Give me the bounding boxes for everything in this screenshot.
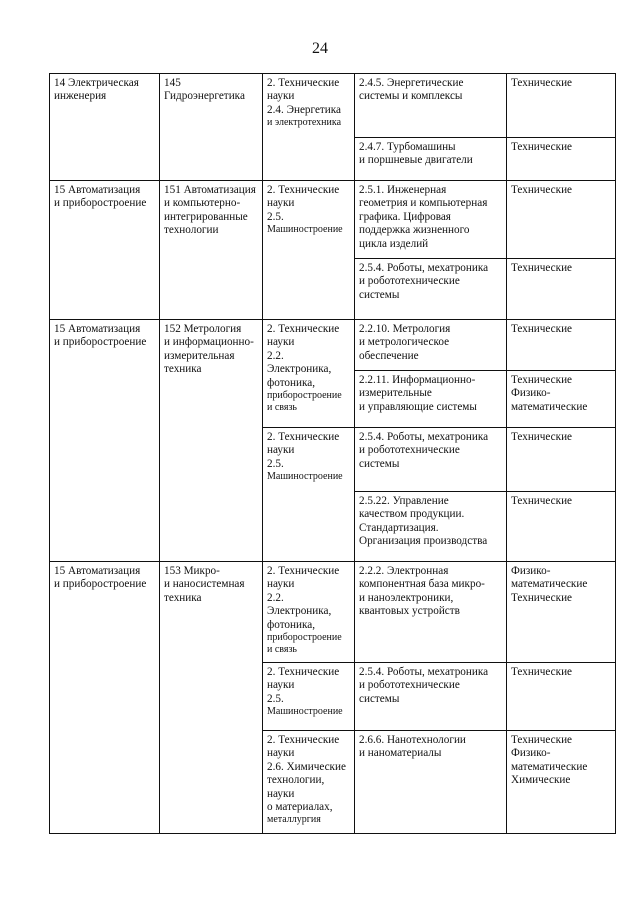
science-cell: [263, 663, 355, 731]
specialty-cell: 2.4.5. Энергетические системы и комплексы: [355, 74, 507, 138]
table-row: [50, 74, 616, 138]
specialty-cell: 2.2.2. Электронная компонентная база микро- и наноэлектроники, квантовых устройств: [355, 562, 507, 663]
science-line: 2. Технические науки 2.5.: [267, 431, 340, 470]
science-line-small: Машиностроение: [267, 471, 343, 483]
specialty-table: [49, 73, 616, 834]
science-line: 2. Технические науки 2.4. Энергетика: [267, 77, 342, 116]
specialty-cell: 2.5.4. Роботы, мехатроника и робототехнические системы: [355, 663, 507, 731]
group-cell: 153 Микро- и наносистемная техника: [160, 562, 263, 834]
science-type-cell: Технические: [507, 663, 616, 731]
table-row: [50, 320, 616, 371]
science-line-small: металлургия: [267, 814, 321, 826]
page-number: 24: [312, 40, 328, 57]
science-type-cell: Технические: [507, 492, 616, 562]
science-line-small: Машиностроение: [267, 706, 343, 718]
specialty-cell: 2.5.1. Инженерная геометрия и компьютерная графика. Цифровая поддержка жизненного цикла изделий: [355, 181, 507, 259]
specialty-cell: 2.4.7. Турбомашины и поршневые двигатели: [355, 138, 507, 181]
science-type-cell: Физико- математические Технические: [507, 562, 616, 663]
science-type-cell: Технические Физико- математические Химические: [507, 731, 616, 834]
specialty-cell: 2.5.4. Роботы, мехатроника и робототехнические системы: [355, 259, 507, 320]
specialty-cell: 2.6.6. Нанотехнологии и наноматериалы: [355, 731, 507, 834]
science-line: 2. Технические науки 2.5.: [267, 666, 340, 705]
science-cell: [263, 731, 355, 834]
science-cell: [263, 562, 355, 663]
science-type-cell: Технические: [507, 138, 616, 181]
science-line-small: и электротехника: [267, 117, 342, 129]
science-line: 2. Технические науки 2.2. Электроника, фотоника,: [267, 323, 340, 389]
science-cell: [263, 320, 355, 428]
science-cell: [263, 428, 355, 562]
specialty-cell: 2.5.22. Управление качеством продукции. Стандартизация. Организация производства: [355, 492, 507, 562]
field-cell: 15 Автоматизация и приборостроение: [50, 562, 160, 834]
science-line-small: Машиностроение: [267, 224, 343, 236]
science-type-cell: Технические: [507, 181, 616, 259]
field-cell: 14 Электрическая инженерия: [50, 74, 160, 181]
science-cell: [263, 74, 355, 181]
field-cell: 15 Автоматизация и приборостроение: [50, 181, 160, 320]
group-cell: 152 Метрология и информационно- измерительная техника: [160, 320, 263, 562]
specialty-cell: 2.2.10. Метрология и метрологическое обеспечение: [355, 320, 507, 371]
science-type-cell: Технические: [507, 259, 616, 320]
science-type-cell: Технические: [507, 74, 616, 138]
science-type-cell: Технические: [507, 428, 616, 492]
group-cell: 145 Гидроэнергетика: [160, 74, 263, 181]
science-line: 2. Технические науки 2.5.: [267, 184, 340, 223]
science-type-cell: Технические: [507, 320, 616, 371]
science-line-small: приборостроение и связь: [267, 632, 342, 656]
table-row: [50, 562, 616, 663]
specialty-cell: 2.5.4. Роботы, мехатроника и робототехнические системы: [355, 428, 507, 492]
field-cell: 15 Автоматизация и приборостроение: [50, 320, 160, 562]
science-line: 2. Технические науки 2.2. Электроника, фотоника,: [267, 565, 340, 631]
science-line-small: приборостроение и связь: [267, 390, 342, 414]
science-cell: [263, 181, 355, 320]
science-line: 2. Технические науки 2.6. Химические технологии, науки о материалах,: [267, 734, 346, 814]
science-type-cell: Технические Физико- математические: [507, 371, 616, 428]
group-cell: 151 Автоматизация и компьютерно- интегрированные технологии: [160, 181, 263, 320]
specialty-cell: 2.2.11. Информационно- измерительные и управляющие системы: [355, 371, 507, 428]
table-row: [50, 181, 616, 259]
